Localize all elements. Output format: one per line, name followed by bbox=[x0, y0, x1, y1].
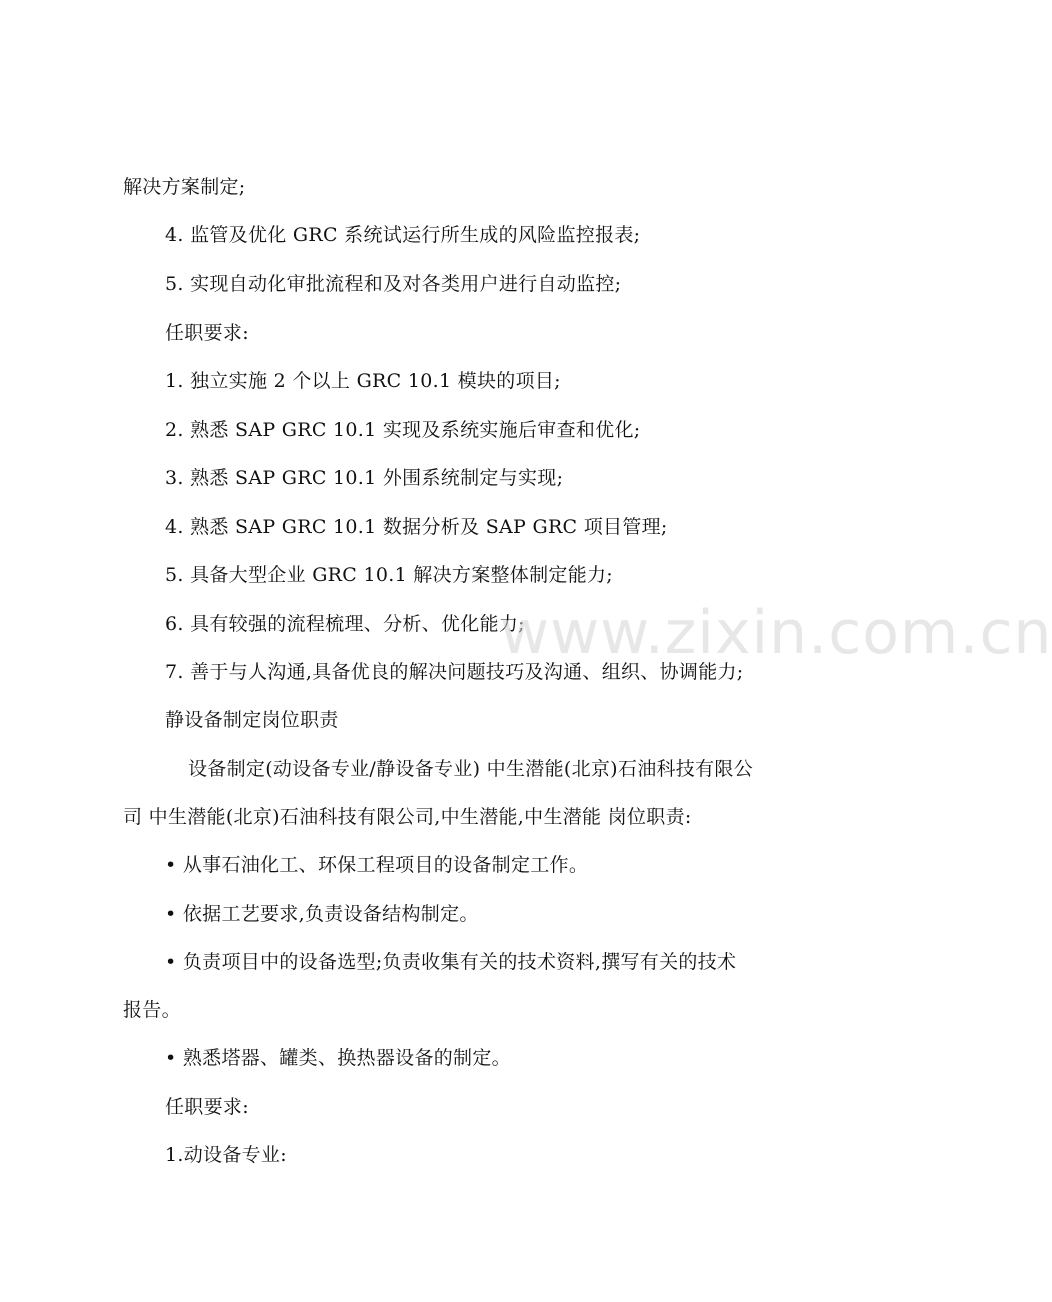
text-line-req-5: 5. 具备大型企业 GRC 10.1 解决方案整体制定能力; bbox=[165, 564, 614, 586]
bullet-item-4: • 熟悉塔器、罐类、换热器设备的制定。 bbox=[165, 1047, 511, 1069]
bullet-item-3: • 负责项目中的设备选型;负责收集有关的技术资料,撰写有关的技术 bbox=[165, 951, 737, 973]
text-line-req-4: 4. 熟悉 SAP GRC 10.1 数据分析及 SAP GRC 项目管理; bbox=[165, 516, 668, 538]
text-line-company-1: 设备制定(动设备专业/静设备专业) 中生潜能(北京)石油科技有限公 bbox=[188, 758, 753, 780]
text-line-duty-5: 5. 实现自动化审批流程和及对各类用户进行自动监控; bbox=[165, 273, 622, 295]
watermark-logo: www.zixin.com.cn bbox=[500, 598, 1052, 668]
text-line-req-2: 2. 熟悉 SAP GRC 10.1 实现及系统实施后审查和优化; bbox=[165, 419, 641, 441]
text-line-req-3: 3. 熟悉 SAP GRC 10.1 外围系统制定与实现; bbox=[165, 467, 564, 489]
bullet-item-2: • 依据工艺要求,负责设备结构制定。 bbox=[165, 903, 479, 925]
text-line-company-2: 司 中生潜能(北京)石油科技有限公司,中生潜能,中生潜能 岗位职责: bbox=[123, 806, 692, 828]
text-line-req-7: 7. 善于与人沟通,具备优良的解决问题技巧及沟通、组织、协调能力; bbox=[165, 661, 744, 683]
bullet-item-3-continuation: 报告。 bbox=[123, 999, 181, 1021]
section-heading-requirements-2: 任职要求: bbox=[165, 1096, 249, 1118]
text-line-continuation: 解决方案制定; bbox=[123, 176, 246, 198]
section-heading-requirements: 任职要求: bbox=[165, 322, 249, 344]
text-line-req-1: 1. 独立实施 2 个以上 GRC 10.1 模块的项目; bbox=[165, 370, 561, 392]
text-line-duty-4: 4. 监管及优化 GRC 系统试运行所生成的风险监控报表; bbox=[165, 224, 641, 246]
text-line-req-6: 6. 具有较强的流程梳理、分析、优化能力; bbox=[165, 613, 525, 635]
section-heading-job: 静设备制定岗位职责 bbox=[165, 709, 339, 731]
bullet-item-1: • 从事石油化工、环保工程项目的设备制定工作。 bbox=[165, 854, 589, 876]
text-line-subheading: 1.动设备专业: bbox=[165, 1144, 287, 1166]
